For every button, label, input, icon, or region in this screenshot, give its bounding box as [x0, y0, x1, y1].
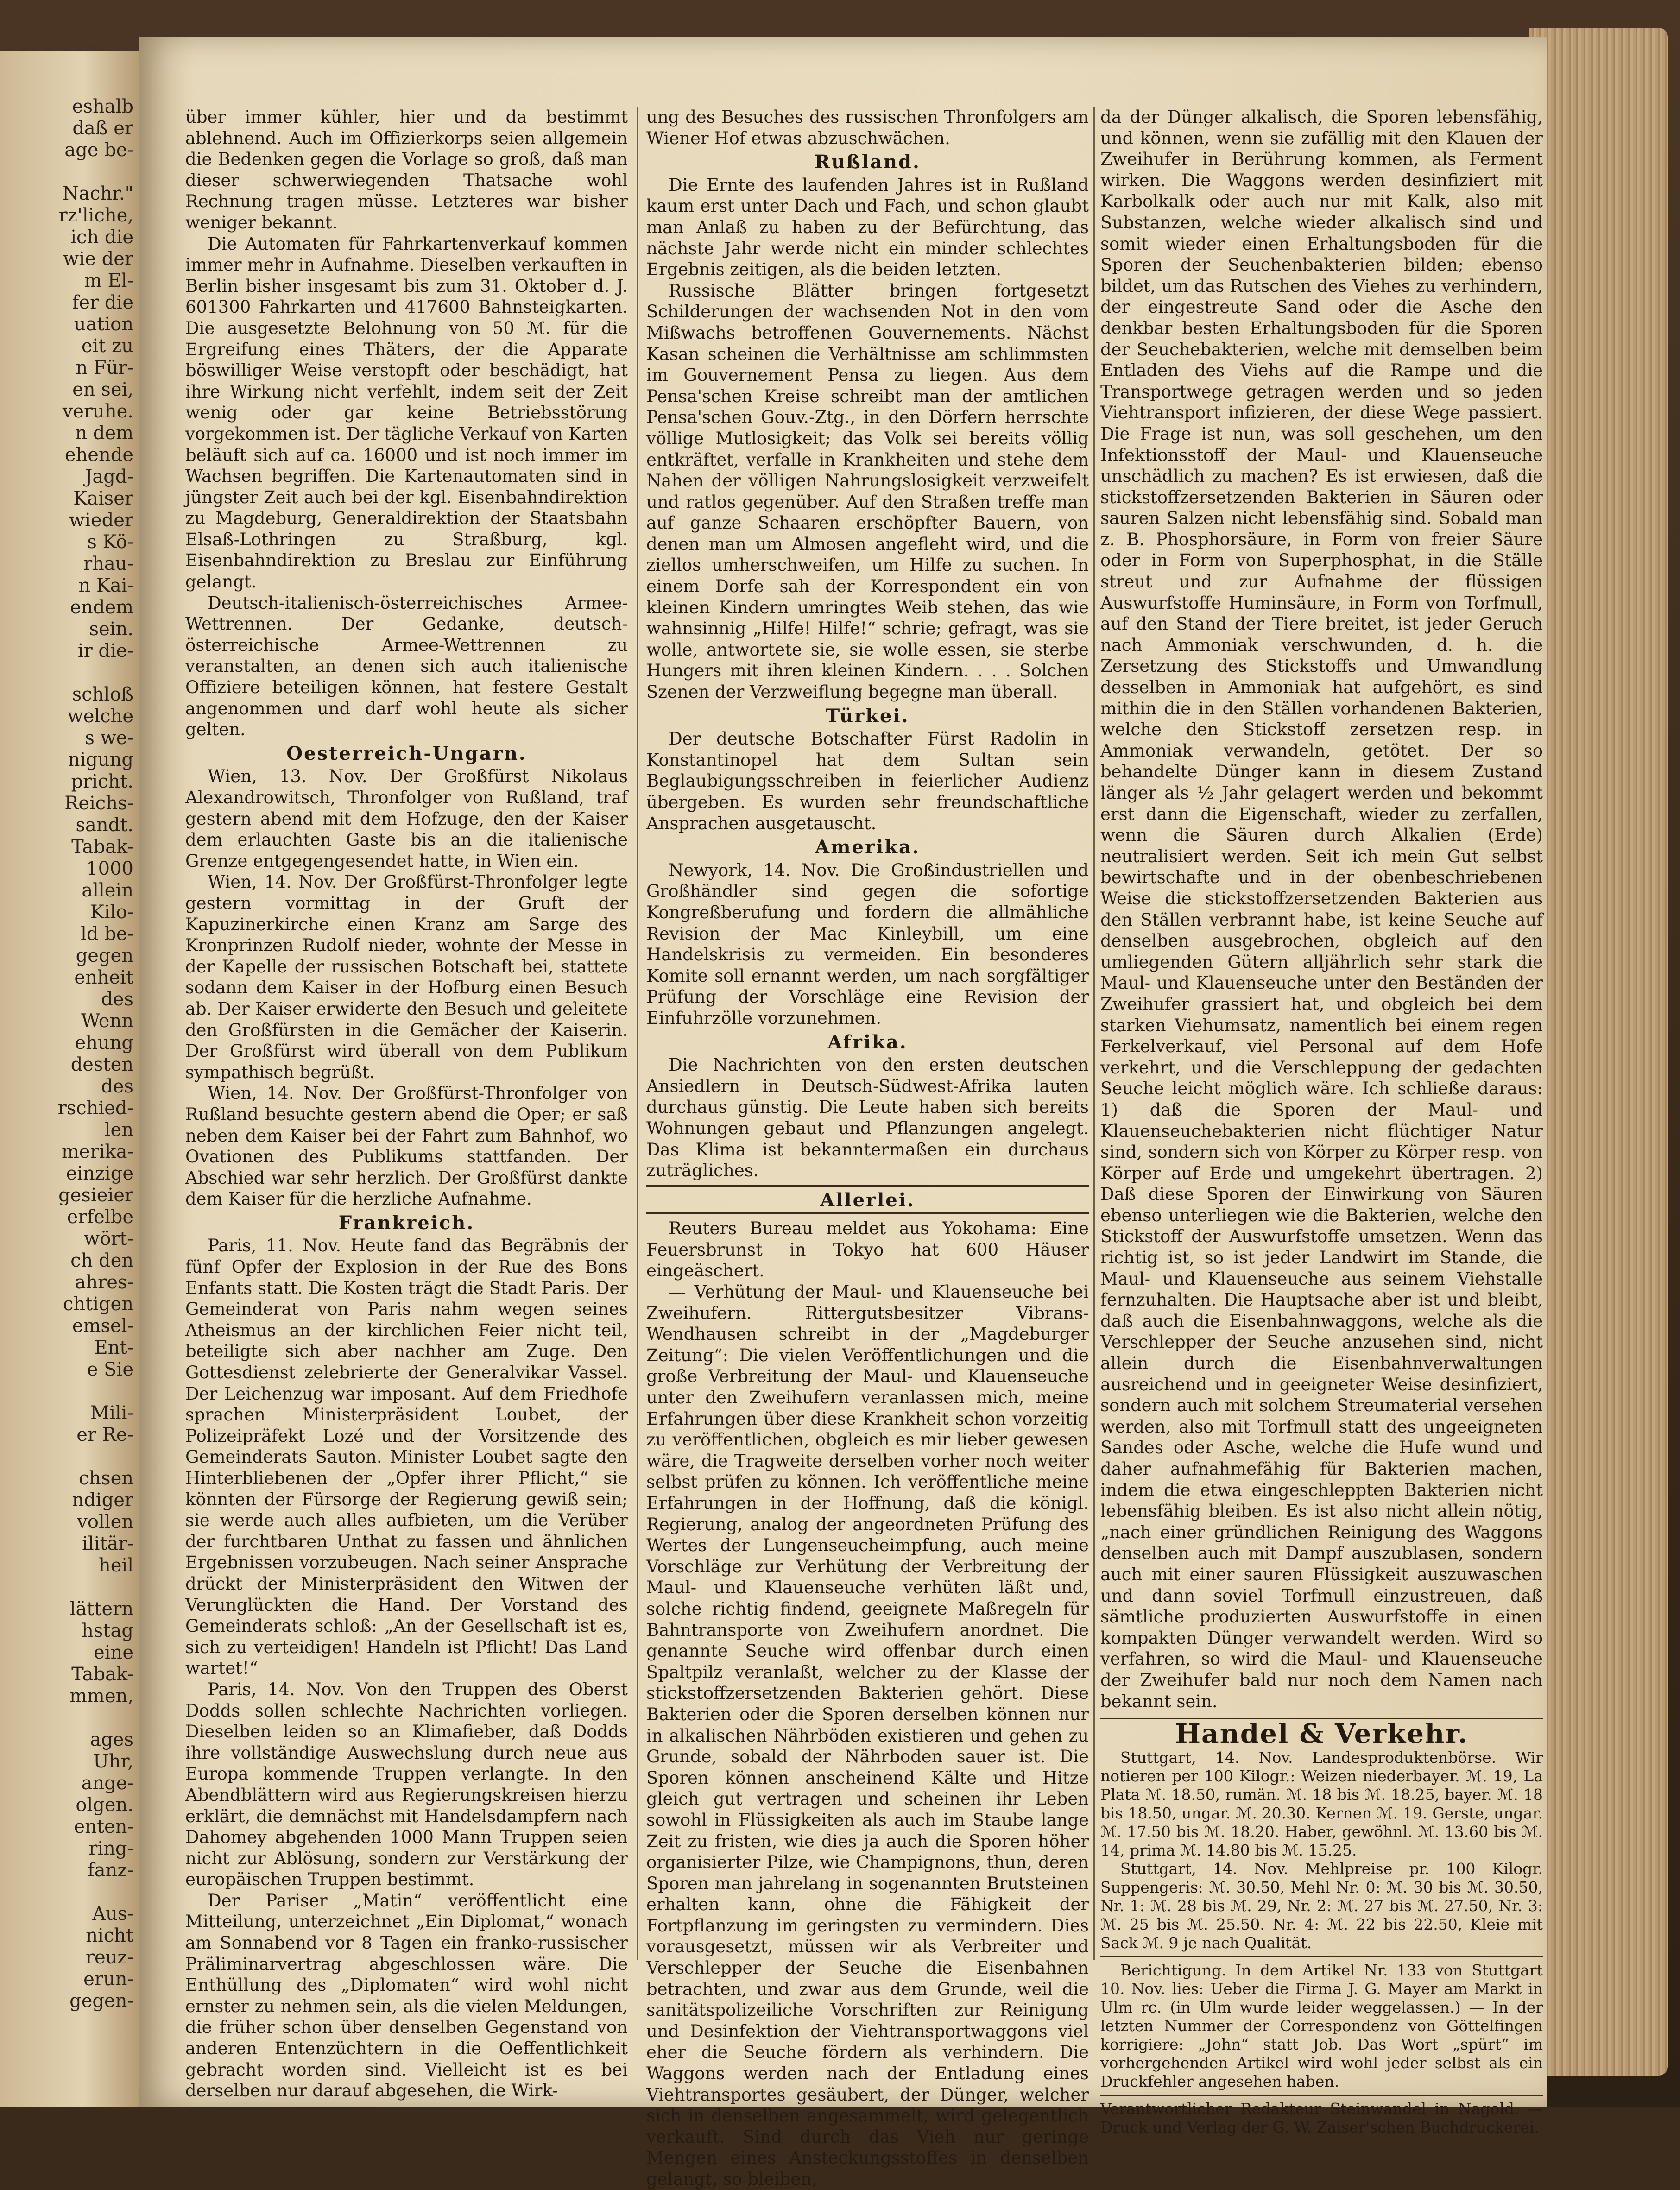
left-page-text-fragment: en sei,: [72, 379, 133, 400]
left-page-text-fragment: ahres-: [75, 1272, 133, 1293]
left-page-text-fragment: enheit: [74, 967, 133, 988]
left-page-text-fragment: schloß: [72, 684, 133, 705]
left-page-text-fragment: rschied-: [57, 1098, 133, 1119]
left-page-text-fragment: reuz-: [85, 1947, 133, 1968]
article-paragraph: Russische Blätter bringen fortgesetzt Schilderungen der wachsenden Not in den vom Mißwachs betroffenen Gouvernements. Nächst Kasan scheinen die Verhältnisse am schlimmsten im Gouvernement Pensa zu liegen. Aus dem Pensa'schen Kreise schreibt man der amtlichen Pensa'schen Gouv.-Ztg., in den Dörfern herrschte völlige Mutlosigkeit; das Volk sei bereits völlig entkräftet, verfalle in Krankheiten und stehe dem Nahen der völligen Nahrungslosigkeit verzweifelt und ratlos gegenüber. Auf den Straßen treffe man auf ganze Schaaren erschöpfter Bauern, von denen man um Almosen angefleht wird, und die ziellos umherschweifen, um Hilfe zu suchen. In einem Dorfe sah der Korrespondent ein von kleinen Kindern umringtes Weib stehen, das wie wahnsinnig „Hilfe! Hilfe!“ schrie; gefragt, was sie wolle, antwortete sie, sie wolle essen, sie sterbe Hungers mit ihren kleinen Kindern. . . . Solchen Szenen der Verzweiflung begegne man überall.: [646, 280, 1089, 702]
left-page-text-fragment: er Re-: [76, 1424, 133, 1445]
left-page-text-fragment: ehung: [75, 1032, 133, 1054]
left-page-text-fragment: Mili-: [90, 1402, 133, 1424]
left-page-text-fragment: des: [101, 1076, 133, 1097]
section-box-misc: [646, 1185, 1089, 1215]
left-page-text-fragment: endem: [70, 597, 133, 618]
left-page-text-fragment: ages: [90, 1729, 133, 1750]
left-page-text-fragment: Jagd-: [85, 466, 133, 487]
article-paragraph: da der Dünger alkalisch, die Sporen lebensfähig, und können, wenn sie zufällig mit den Klauen der Zweihufer in Berührung kommen, als Ferment wirken. Die Waggons werden desinfiziert mit Karbolkalk oder auch nur mit Kalk, also mit Substanzen, welche wieder alkalisch sind und somit wieder einen Erhaltungsboden für die Sporen der Seuchenbakterien bilden; ebenso bildet, um das Rutschen des Viehes zu verhindern, der eingestreute Sand oder die Asche den denkbar besten Erhaltungsboden für die Sporen der Seuchebakterien, welche mit demselben beim Entladen des Viehs auf die Rampe und die Transportwege getragen werden und so jeden Viehtransport infizieren, der diese Wege passiert. Die Frage ist nun, was soll geschehen, um den Infektionsstoff der Maul- und Klauenseuche unschädlich zu machen? Es ist erwiesen, daß die stickstoffzersetzenden Bakterien in Säuren oder sauren Salzen nicht lebensfähig sind. Sobald man z. B. Phosphorsäure, in Form von freier Säure oder in Form von Superphosphat, in die Ställe streut und zur Aufnahme der flüssigen Auswurfstoffe Huminsäure, in Form von Torfmull, auf den Stand der Tiere breitet, ist jeder Geruch nach Ammoniak verschwunden, d. h. die Zersetzung des Stickstoffs und Umwandlung desselben in Ammoniak hat aufgehört, es sind mithin die in den Ställen vorhandenen Bakterien, welche den Stickstoff zersetzen resp. in Ammoniak verwandeln, getötet. Der so behandelte Dünger kann in diesem Zustand länger als ½ Jahr gelagert werden und bekommt erst dann die Eigenschaft, wieder zu zerfallen, wenn die Säuren durch Alkalien (Erde) neutralisiert werden. Seit ich mein Gut selbst bewirtschafte und in der obenbeschriebenen Weise die stickstoffzersetzenden Bakterien aus den Ställen verbrannt habe, ist keine Seuche auf denselben ausgebrochen, obgleich auf den umliegenden Gütern alljährlich sehr stark die Maul- und Klauenseuche unter den Beständen der Zweihufer grassiert hat, und obgleich bei dem starken Viehumsatz, namentlich bei einem regen Ferkelverkauf, viel Personal auf dem Hofe verkehrt, und die Verschleppung der gedachten Seuche leicht möglich wäre. Ich schließe daraus: 1) daß die Sporen der Maul- und Klauenseuchebakterien nicht flüchtiger Natur sind, sondern sich von Körper zu Körper resp. von Körper auf Erde und umgekehrt übertragen. 2) Daß diese Sporen der Einwirkung von Säuren ebenso unterliegen wie die Bakterien, welche den Stickstoff der Auswurfstoffe umsetzen. Wenn das richtig ist, so ist jeder Landwirt im Stande, die Maul- und Klauenseuche aus seinem Viehstalle fernzuhalten. Die Hauptsache aber ist und bleibt, daß auch die Eisenbahnwaggons, welche als die Verschlepper der Seuche anzusehen sind, nicht allein durch die Eisenbahnverwaltungen ausreichend und in geeigneter Weise desinfiziert, sondern auch mit solchem Streumaterial versehen werden, also mit Torfmull statt des ungeeigneten Sandes oder Asche, welche die Hufe wund und daher aufnahmefähig für Bakterien machen, indem die etwa eingeschleppten Bakterien nicht lebensfähig bleiben. Es ist also nicht allein nötig, „nach einer gründlichen Reinigung des Waggons denselben auch mit Dampf auszublasen, sondern auch mit einer sauren Flüssigkeit auszuwaschen und dann soviel Torfmull einzustreuen, daß sämtliche produzierten Auswurfstoffe in einen kompakten Dünger verwandelt werden. Wird so verfahren, so wird die Maul- und Klauenseuche der Zweihufer bald nur noch dem Namen nach bekannt sein.: [1100, 107, 1543, 1711]
market-report: Stuttgart, 14. Nov. Mehlpreise pr. 100 Kilogr. Suppengeris: ℳ. 30.50, Mehl Nr. 0: ℳ. 30 bis ℳ. 30.50, Nr. 1: ℳ. 28 bis ℳ. 29, Nr. 2: ℳ. 27 bis ℳ. 27.50, Nr. 3: ℳ. 25 bis ℳ. 25.50. Nr. 4: ℳ. 22 bis 22.50, Kleie mit Sack ℳ. 9 je nach Qualität.: [1100, 1859, 1543, 1952]
left-page-text-fragment: heil: [98, 1555, 133, 1576]
left-page-text-fragment: age be-: [64, 139, 133, 161]
left-page-text-fragment: s Kö-: [87, 531, 133, 553]
left-page-text-fragment: eshalb: [72, 96, 133, 117]
left-page-text-fragment: Reichs-: [64, 793, 133, 814]
left-page-text-fragment: lättern: [69, 1598, 133, 1620]
left-page-text-fragment: ch den: [70, 1250, 133, 1271]
left-page-text-fragment: ndiger: [72, 1489, 133, 1511]
left-page-text-fragment: chtigen: [63, 1294, 133, 1315]
article-paragraph: Reuters Bureau meldet aus Yokohama: Eine Feuersbrunst in Tokyo hat 600 Häuser eingeäschert.: [646, 1218, 1089, 1281]
article-paragraph: Deutsch-italienisch-österreichisches Armee-Wettrennen. Der Gedanke, deutsch-österreichische Armee-Wettrennen zu veranstalten, an denen sich auch italienische Offiziere beteiligen können, hat festere Gestalt angenommen und darf wohl heute als sicher gelten.: [185, 593, 628, 740]
left-page-text-fragment: gegen-: [69, 1990, 133, 2012]
left-page-text-fragment: veruhe.: [62, 401, 133, 422]
section-heading-france: Frankreich.: [338, 1212, 475, 1234]
article-paragraph: ung des Besuches des russischen Thronfolgers am Wiener Hof etwas abzuschwächen.: [646, 107, 1089, 148]
article-paragraph: über immer kühler, hier und da bestimmt ablehnend. Auch im Offizierkorps seien allgemein die Bedenken gegen die Vorlage so groß, daß man dieser schwerwiegenden Thatsache wohl Rechnung tragen müsse. Letzteres war bisher weniger bekannt.: [185, 107, 628, 233]
left-page-text-fragment: Aus-: [92, 1903, 133, 1925]
column-3: [1100, 107, 1543, 2136]
article-paragraph: Newyork, 14. Nov. Die Großindustriellen und Großhändler sind gegen die sofortige Kongreßberufung und fordern die allmähliche Revision der Mac Kinleybill, um eine Handelskrisis zu vermeiden. Ein besonderes Komite soll ernannt werden, um nach sorgfältiger Prüfung der Vorschläge eine Revision der Einfuhrzölle vorzunehmen.: [646, 860, 1089, 1028]
section-heading-turkey: Türkei.: [826, 705, 909, 727]
column-divider: [1093, 107, 1095, 1960]
left-page-text-fragment: Tabak-: [71, 1664, 133, 1685]
column-2: [646, 107, 1089, 2189]
section-heading-america: Amerika.: [815, 836, 920, 858]
left-page-text-fragment: ring-: [88, 1838, 133, 1859]
left-page-text-fragment: ich die: [70, 227, 133, 248]
left-page-text-fragment: Tabak-: [71, 836, 133, 858]
left-page-text-fragment: ir die-: [77, 640, 133, 662]
left-page-text-fragment: s we-: [85, 727, 133, 749]
left-page-text-fragment: fanz-: [87, 1860, 133, 1881]
left-page-text-fragment: m El-: [84, 270, 133, 291]
left-page-text-fragment: desten: [70, 1054, 133, 1075]
left-page-text-fragment: merika-: [61, 1141, 133, 1162]
left-page-text-fragment: pricht.: [71, 771, 133, 792]
left-page-text-fragment: enten-: [74, 1816, 133, 1837]
section-heading-trade: Handel & Verkehr.: [1175, 1718, 1468, 1750]
left-page-text-fragment: olgen.: [76, 1794, 133, 1816]
left-page-text-fragment: Uhr,: [93, 1751, 133, 1772]
article-paragraph: Die Automaten für Fahrkartenverkauf kommen immer mehr in Aufnahme. Dieselben verkauften in Berlin bisher insgesamt bis zum 31. Oktober d. J. 601300 Fahrkarten und 417600 Bahnsteigkarten. Die ausgesetzte Belohnung von 50 ℳ. für die Ergreifung eines Thäters, der die Apparate böswilliger Weise verstopft oder beschädigt, hat ihre Wirkung nicht verfehlt, indem seit der Zeit wenig oder gar keine Betriebsstörung vorgekommen ist. Der tägliche Verkauf von Karten beläuft sich auf ca. 16000 und ist noch immer im Wachsen begriffen. Die Kartenautomaten sind in jüngster Zeit auch bei der kgl. Eisenbahndirektion zu Magdeburg, Generaldirektion der Staatsbahn Elsaß-Lothringen zu Straßburg, kgl. Eisenbahndirektion zu Breslau zur Einführung gelangt.: [185, 234, 628, 592]
left-page-text-fragment: Nachr.": [63, 183, 133, 204]
left-page-text-fragment: hstag: [82, 1620, 133, 1641]
left-page-text-fragment: erun-: [83, 1969, 133, 1990]
section-heading-austria: Oesterreich-Ungarn.: [286, 742, 527, 764]
left-page-text-fragment: ld be-: [81, 923, 133, 945]
left-page-text-fragment: nigung: [68, 749, 133, 770]
section-heading-misc: Allerlei.: [820, 1189, 915, 1211]
left-page-text-fragment: chsen: [78, 1468, 133, 1489]
left-page-text-fragment: ange-: [81, 1773, 133, 1794]
left-page-text-fragment: wört-: [83, 1228, 133, 1250]
left-page-text-fragment: rz'liche,: [58, 205, 133, 226]
left-page-text-fragment: n dem: [75, 423, 133, 444]
left-page-text-fragment: len: [104, 1119, 133, 1141]
article-paragraph: Wien, 14. Nov. Der Großfürst-Thronfolger legte gestern vormittag in der Gruft der Kapuzinerkirche einen Kranz am Sarge des Kronprinzen Rudolf nieder, wohnte der Messe in der Kapelle der russischen Botschaft bei, stattete sodann dem Kaiser in der Hofburg einen Besuch ab. Der Kaiser erwiderte den Besuch und geleitete den Großfürsten in die Gemächer der Kaiserin. Der Großfürst wird überall von dem Publikum sympathisch begrüßt.: [185, 872, 628, 1082]
left-page-text-fragment: eine: [94, 1642, 133, 1663]
section-rule: [1100, 2095, 1543, 2096]
market-report: Stuttgart, 14. Nov. Landesproduktenbörse. Wir notieren per 100 Kilogr.: Weizen niederbayer. ℳ. 19, La Plata ℳ. 18.50, rumän. ℳ. 18 bis ℳ. 18.25, bayer. ℳ. 18 bis 18.50, ungar. ℳ. 20.30. Kernen ℳ. 19. Gerste, ungar. ℳ. 17.50 bis ℳ. 18.20. Haber, gewöhnl. ℳ. 13.60 bis ℳ. 14, prima ℳ. 14.80 bis ℳ. 15.25.: [1100, 1748, 1543, 1859]
left-page-text-fragment: n Kai-: [78, 575, 133, 596]
book-page-edges: [1529, 28, 1668, 2076]
left-page-text-fragment: wie der: [63, 248, 133, 270]
left-page-text-fragment: 1000: [86, 858, 133, 879]
column-divider: [637, 107, 638, 1960]
left-page-text-fragment: wieder: [69, 510, 133, 531]
left-page-text-fragment: sandt.: [76, 814, 133, 836]
left-page-text-fragment: ehende: [64, 444, 133, 466]
column-1: [185, 107, 628, 2101]
left-page-text-fragment: emsel-: [72, 1315, 133, 1337]
left-page-text-fragment: fer die: [72, 292, 133, 313]
left-page-text-fragment: Ent-: [94, 1337, 133, 1358]
left-page-text-fragment: eit zu: [81, 335, 133, 357]
left-page-text-fragment: ilitär-: [82, 1533, 133, 1554]
article-paragraph: Die Nachrichten von den ersten deutschen Ansiedlern in Deutsch-Südwest-Afrika lauten durchaus günstig. Die Leute haben sich bereits Wohnungen gebaut und Pflanzungen angelegt. Das Klima ist bekanntermaßen ein durchaus zuträgliches.: [646, 1055, 1089, 1181]
left-page-text-fragment: einzige: [66, 1163, 133, 1184]
left-page-text-fragment: welche: [67, 706, 133, 727]
article-paragraph: Die Ernte des laufenden Jahres ist in Rußland kaum erst unter Dach und Fach, und schon glaubt man Anlaß zu haben zu der Befürchtung, das nächste Jahr werde nicht ein minder schlechtes Ergebnis zeitigen, als die beiden letzten.: [646, 175, 1089, 280]
article-paragraph: — Verhütung der Maul- und Klauenseuche bei Zweihufern. Rittergutsbesitzer Vibrans-Wendhausen schreibt in der „Magdeburger Zeitung“: Die vielen Veröffentlichungen und die große Verbreitung der Maul- und Klauenseuche unter den Zweihufern veranlassen mich, meine Erfahrungen über diese Krankheit schon vorzeitig zu veröffentlichen, obgleich es mir lieber gewesen wäre, die Tragweite derselben vorher noch weiter selbst prüfen zu können. Ich veröffentliche meine Erfahrungen in der Hoffnung, daß die königl. Regierung, analog der angeordneten Prüfung des Wertes der Lungenseucheimpfung, auch meine Vorschläge zur Verhütung der Verbreitung der Maul- und Klauenseuche verhüten läßt und, solche richtig findend, geeignete Maßregeln für Bahntransporte von Zweihufern anordnet. Die genannte Seuche wird offenbar durch einen Spaltpilz veranlaßt, welcher zu der Klasse der stickstoffzersetzenden Bakterien gehört. Diese Bakterien oder die Sporen derselben können nur in alkalischen Nährböden existieren und gehen zu Grunde, sobald der Nährboden sauer ist. Die Sporen können anscheinend Kälte und Hitze gleich gut vertragen und scheinen ihr Leben sowohl in Flüssigkeiten als auch im Staube lange Zeit zu fristen, wie dies ja auch die Sporen höher organisierter Pilze, wie Champignons, thun, deren Sporen man jahrelang in sogenannten Brutsteinen erhalten kann, ohne die Fähigkeit der Fortpflanzung im geringsten zu vermindern. Dies vorausgesetzt, müssen wir als Verbreiter und Verschlepper der Seuche die Eisenbahnen betrachten, und zwar aus dem Grunde, weil die sanitätspolizeiliche Vorschriften zur Reinigung und Desinfektion der Viehtransportwaggons viel eher die Seuche fördern als verhindern. Die Waggons werden nach der Entladung eines Viehtransportes gesäubert, der Dünger, welcher sich in denselben angesammelt, wird gelegentlich verkauft. Sind durch das Vieh nur geringe Mengen eines Ansteckungsstoffes in denselben gelangt, so bleiben,: [646, 1282, 1089, 2189]
correction-notice: Berichtigung. In dem Artikel Nr. 133 von Stuttgart 10. Nov. lies: Ueber die Firma J. G. Mayer am Markt in Ulm rc. (in Ulm wurde leider weggelassen.) — In der letzten Nummer der Correspondenz von Göttelfingen korrigiere: „John“ statt Job. Das Wort „spürt“ im vorhergehenden Artikel wird wohl jeder selbst als ein Druckfehler angesehen haben.: [1100, 1961, 1543, 2090]
left-page-text-fragment: mmen,: [69, 1685, 133, 1707]
left-page-text-fragment: erfelbe: [67, 1206, 133, 1228]
section-heading-africa: Afrika.: [827, 1031, 908, 1053]
left-page-text-fragment: gesieier: [58, 1185, 133, 1206]
left-page-text-fragment: Kaiser: [73, 488, 133, 509]
left-page-text-fragment: vollen: [77, 1511, 133, 1533]
left-page-text-fragment: rhau-: [83, 553, 133, 574]
newspaper-page: [139, 37, 1547, 2189]
imprint: Verantwortlicher Redakteur Steinwandel in Nagold. — Druck und Verlag der G. W. Zaiser'schen Buchdruckerei.: [1100, 2099, 1543, 2136]
left-page-text-fragment: daß er: [72, 118, 133, 139]
left-page-text-fragment: allein: [82, 880, 133, 901]
article-paragraph: Wien, 14. Nov. Der Großfürst-Thronfolger von Rußland besuchte gestern abend die Oper; er saß neben dem Kaiser bei der Fahrt zum Bahnhof, wo Ovationen des Publikums stattfanden. Der Abschied war sehr herzlich. Der Großfürst dankte dem Kaiser für die herzliche Aufnahme.: [185, 1083, 628, 1209]
section-rule: [1100, 1956, 1543, 1957]
section-heading-russia: Rußland.: [815, 151, 921, 173]
article-paragraph: Paris, 11. Nov. Heute fand das Begräbnis der fünf Opfer der Explosion in der Rue des Bons Enfants statt. Die Kosten trägt die Stadt Paris. Der Gemeinderat von Paris nahm wegen seines Atheismus an der kirchlichen Feier nicht teil, beteiligte sich aber nachher am Zuge. Den Gottesdienst zelebrierte der Generalvikar Vassel. Der Leichenzug war imposant. Auf dem Friedhofe sprachen Ministerpräsident Loubet, der Polizeipräfekt Lozé und der Vorsitzende des Gemeinderats Sauton. Minister Loubet sagte den Hinterbliebenen der „Opfer ihrer Pflicht,“ sie könnten der Fürsorge der Regierung gewiß sein; sie werde auch alles aufbieten, um die Verüber der furchtbaren Unthat zu fassen und ähnlichen Ergebnissen vorzubeugen. Nach seiner Ansprache drückt der Ministerpräsident den Witwen der Verunglückten die Hand. Der Vorstand des Gemeinderats schloß: „An der Gesellschaft ist es, sich zu verteidigen! Handeln ist Pflicht! Das Land wartet!“: [185, 1236, 628, 1679]
left-page-text-fragment: Kilo-: [90, 902, 133, 923]
article-paragraph: Paris, 14. Nov. Von den Truppen des Oberst Dodds sollen schlechte Nachrichten vorliegen. Dieselben leiden so an Klimafieber, daß Dodds ihre vollständige Auswechslung durch neue aus Europa kommende Truppen verlangte. In den Abendblättern wird aus Regierungskreisen hierzu erklärt, die demnächst mit Handelsdampfern nach Dahomey abgehenden 1000 Mann Truppen seien nicht zur Ablösung, sondern zur Verstärkung der europäischen Truppen bestimmt.: [185, 1679, 628, 1890]
left-page-text-fragment: gegen: [76, 945, 133, 966]
left-page-text-fragment: Wenn: [81, 1010, 133, 1032]
left-page-text-fragment: uation: [74, 314, 133, 335]
article-paragraph: Wien, 13. Nov. Der Großfürst Nikolaus Alexandrowitsch, Thronfolger von Rußland, traf gestern abend mit dem Hofzuge, den der Kaiser dem erlauchten Gaste bis an die italienische Grenze entgegengesendet hatte, in Wien ein.: [185, 766, 628, 871]
left-page-fragment: [0, 51, 139, 2107]
left-page-text-fragment: n Für-: [76, 357, 133, 379]
article-paragraph: Der deutsche Botschafter Fürst Radolin in Konstantinopel hat dem Sultan sein Beglaubigungsschreiben in feierlicher Audienz übergeben. Es wurden sehr freundschaftliche Ansprachen ausgetauscht.: [646, 729, 1089, 833]
left-page-text-fragment: des: [101, 989, 133, 1010]
left-page-text-fragment: sein.: [89, 619, 133, 640]
left-page-text-fragment: nicht: [86, 1925, 133, 1946]
left-page-text-fragment: e Sie: [87, 1359, 133, 1380]
article-paragraph: Der Pariser „Matin“ veröffentlicht eine Mitteilung, unterzeichnet „Ein Diplomat,“ wonach am Sonnabend vor 8 Tagen ein franko-russischer Präliminarvertrag abgeschlossen wäre. Die Enthüllung des „Diplomaten“ wird wohl nicht ernster zu nehmen sein, als die vielen Meldungen, die früher schon über denselben Gegenstand von anderen Entenzüchtern in die Oeffentlichkeit gebracht worden sind. Vielleicht ist es bei derselben nur darauf abgesehen, die Wirk-: [185, 1890, 628, 2101]
